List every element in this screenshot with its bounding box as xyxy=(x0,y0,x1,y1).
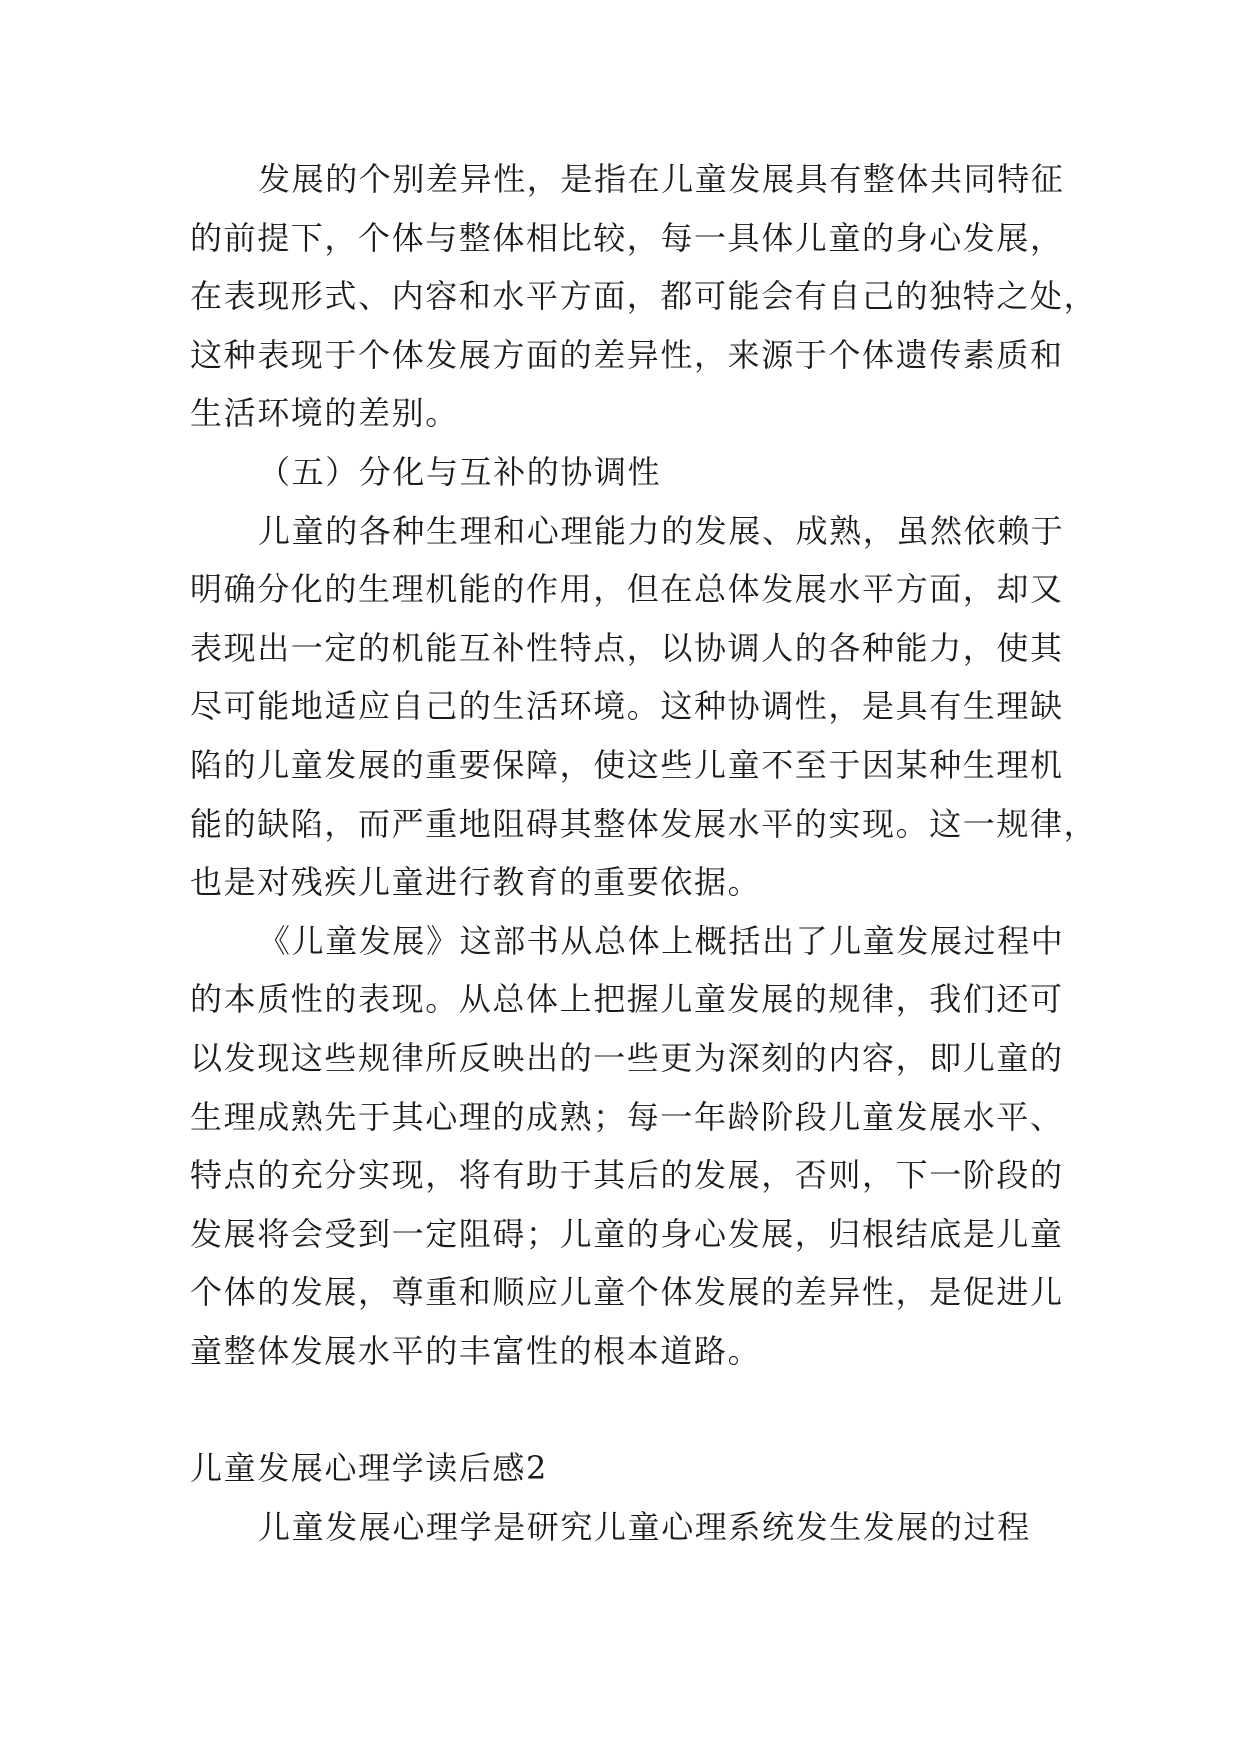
text-line: 明确分化的生理机能的作用，但在总体发展水平方面，却又 xyxy=(190,570,1064,609)
text-line: 的本质性的表现。从总体上把握儿童发展的规律，我们还可 xyxy=(190,980,1064,1019)
text-line: 个体的发展，尊重和顺应儿童个体发展的差异性，是促进儿 xyxy=(190,1273,1064,1312)
text-line: 这种表现于个体发展方面的差异性，来源于个体遗传素质和 xyxy=(190,335,1064,374)
text-line: （五）分化与互补的协调性 xyxy=(258,452,662,491)
text-line: 《儿童发展》这部书从总体上概括出了儿童发展过程中 xyxy=(258,921,1065,960)
text-line: 儿童的各种生理和心理能力的发展、成熟，虽然依赖于 xyxy=(258,511,1065,550)
text-line: 生理成熟先于其心理的成熟；每一年龄阶段儿童发展水平、 xyxy=(190,1097,1064,1136)
text-line: 儿童发展心理学是研究儿童心理系统发生发展的过程 xyxy=(258,1507,1031,1546)
text-line: 在表现形式、内容和水平方面，都可能会有自己的独特之处， xyxy=(190,277,1098,316)
text-line: 也是对残疾儿童进行教育的重要依据。 xyxy=(190,863,762,902)
text-line: 发展将会受到一定阻碍；儿童的身心发展，归根结底是儿童 xyxy=(190,1214,1064,1253)
text-line: 以发现这些规律所反映出的一些更为深刻的内容，即儿童的 xyxy=(190,1038,1064,1077)
text-line: 陷的儿童发展的重要保障，使这些儿童不至于因某种生理机 xyxy=(190,745,1064,784)
text-line: 的前提下，个体与整体相比较，每一具体儿童的身心发展， xyxy=(190,218,1064,257)
text-line: 表现出一定的机能互补性特点，以协调人的各种能力，使其 xyxy=(190,628,1064,667)
blank-line xyxy=(190,1380,1050,1439)
text-line: 生活环境的差别。 xyxy=(190,394,459,433)
text-line: 儿童发展心理学读后感2 xyxy=(190,1449,548,1488)
text-line: 特点的充分实现，将有助于其后的发展，否则，下一阶段的 xyxy=(190,1156,1064,1195)
text-line: 发展的个别差异性，是指在儿童发展具有整体共同特征 xyxy=(258,160,1065,198)
text-line: 童整体发展水平的丰富性的根本道路。 xyxy=(190,1331,762,1370)
document-body xyxy=(190,150,1098,1556)
text-line: 能的缺陷，而严重地阻碍其整体发展水平的实现。这一规律， xyxy=(190,804,1098,843)
text-line: 尽可能地适应自己的生活环境。这种协调性，是具有生理缺 xyxy=(190,687,1064,726)
